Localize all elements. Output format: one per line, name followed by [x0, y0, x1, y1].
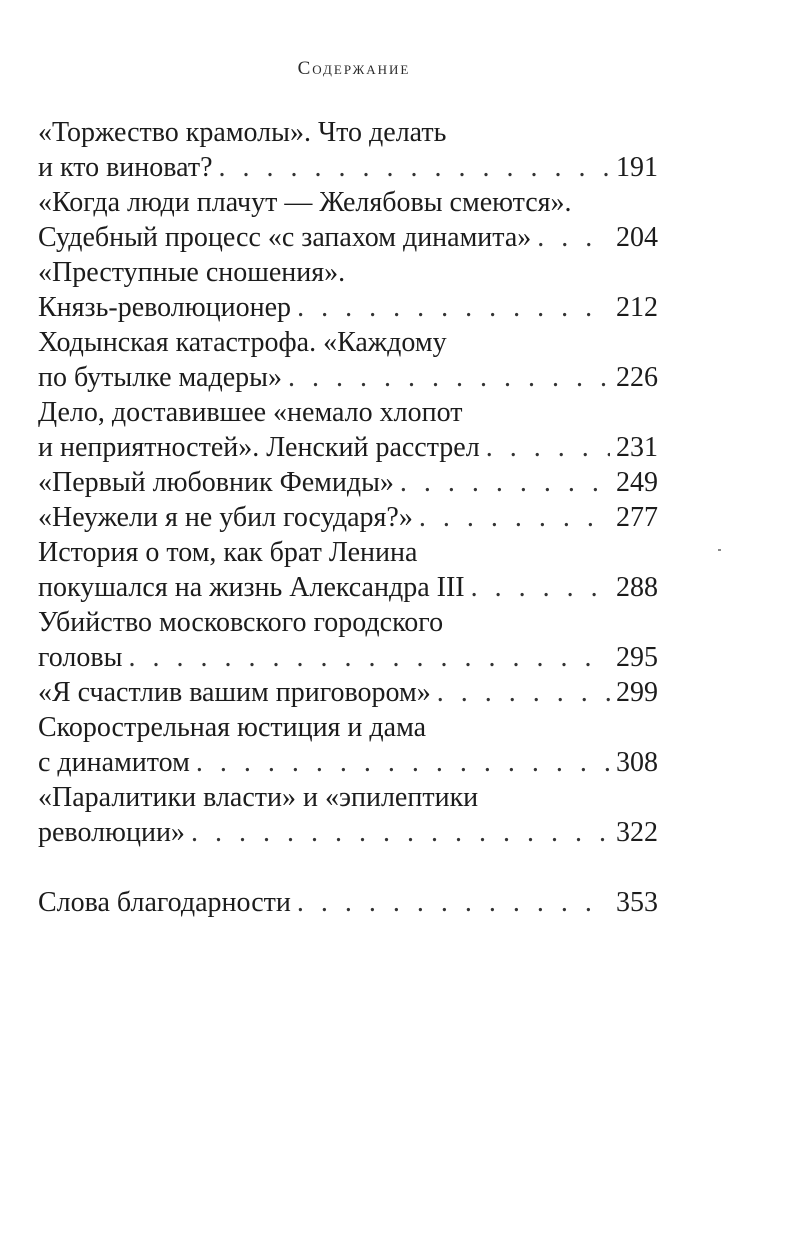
dot-leader — [297, 290, 610, 325]
dot-leader — [219, 150, 611, 185]
page-number: 295 — [616, 642, 658, 673]
page-number: 308 — [616, 747, 658, 778]
dot-leader — [191, 815, 610, 850]
entry-title-line: Убийство московского городского — [38, 607, 444, 638]
entry-last-line — [38, 570, 658, 605]
page-number: 299 — [616, 677, 658, 708]
toc-entry[interactable] — [38, 780, 658, 850]
toc-entry[interactable] — [38, 185, 658, 255]
entry-title-line: Скорострельная юстиция и дама — [38, 712, 427, 743]
toc-entry-acknowledgements[interactable] — [38, 885, 658, 920]
entry-title-line: «Когда люди плачут — Желябовы смеются». — [38, 187, 572, 218]
entry-title-tail: и кто виноват? — [38, 152, 213, 183]
dot-leader — [196, 745, 610, 780]
entry-last-line — [38, 815, 658, 850]
entry-title-line: Дело, доставившее «немало хлопот — [38, 397, 463, 428]
entry-title-tail: Князь-революционер — [38, 292, 292, 323]
toc-entry[interactable] — [38, 255, 658, 325]
contents-heading: Содержание — [297, 58, 411, 79]
toc-entry[interactable] — [38, 710, 658, 780]
toc-entry[interactable] — [38, 115, 658, 185]
entry-title-line: «Паралитики власти» и «эпилептики — [38, 782, 479, 813]
toc-entry[interactable] — [38, 500, 658, 535]
toc-entry[interactable] — [38, 325, 658, 395]
entry-last-line — [38, 885, 658, 920]
paper-speck — [718, 549, 721, 551]
dot-leader — [288, 360, 610, 395]
entry-title-tail: и неприятностей». Ленский расстрел — [38, 432, 480, 463]
page-number: 353 — [616, 887, 658, 918]
table-of-contents — [38, 115, 658, 920]
toc-entry[interactable] — [38, 675, 658, 710]
entry-last-line — [38, 465, 658, 500]
page-number: 231 — [616, 432, 658, 463]
entry-title-tail: с динамитом — [38, 747, 190, 778]
toc-entry[interactable] — [38, 395, 658, 465]
entry-last-line — [38, 675, 658, 710]
page-number: 191 — [616, 152, 658, 183]
entry-title-tail: Слова благодарности — [38, 887, 291, 918]
entry-last-line — [38, 220, 658, 255]
section-gap — [38, 850, 658, 885]
entry-title-tail: революции» — [38, 817, 185, 848]
entry-title-line: «Торжество крамолы». Что делать — [38, 117, 447, 148]
dot-leader — [419, 500, 610, 535]
page-number: 226 — [616, 362, 658, 393]
page-number: 288 — [616, 572, 658, 603]
entry-title-line: Ходынская катастрофа. «Каждому — [38, 327, 447, 358]
dot-leader — [128, 640, 610, 675]
entry-title-line: История о том, как брат Ленина — [38, 537, 418, 568]
entry-last-line — [38, 290, 658, 325]
dot-leader — [400, 465, 610, 500]
dot-leader — [437, 675, 610, 710]
entry-title-tail: покушался на жизнь Александра III — [38, 572, 465, 603]
entry-title-tail: «Первый любовник Фемиды» — [38, 467, 394, 498]
toc-entry[interactable] — [38, 535, 658, 605]
entry-last-line — [38, 150, 658, 185]
entry-last-line — [38, 430, 658, 465]
entry-last-line — [38, 360, 658, 395]
dot-leader — [486, 430, 610, 465]
page-number: 212 — [616, 292, 658, 323]
entry-title-tail: по бутылке мадеры» — [38, 362, 282, 393]
entry-title-line: «Преступные сношения». — [38, 257, 346, 288]
toc-entry[interactable] — [38, 605, 658, 675]
entry-last-line — [38, 500, 658, 535]
dot-leader — [537, 220, 610, 255]
page-number: 204 — [616, 222, 658, 253]
entry-last-line — [38, 640, 658, 675]
entry-title-tail: «Я счастлив вашим приговором» — [38, 677, 431, 708]
page-number: 249 — [616, 467, 658, 498]
entry-title-tail: «Неужели я не убил государя?» — [38, 502, 413, 533]
page-number: 322 — [616, 817, 658, 848]
entry-title-tail: головы — [38, 642, 123, 673]
page-number: 277 — [616, 502, 658, 533]
dot-leader — [471, 570, 610, 605]
toc-entry[interactable] — [38, 465, 658, 500]
entry-title-tail: Судебный процесс «с запахом динамита» — [38, 222, 532, 253]
entry-last-line — [38, 745, 658, 780]
dot-leader — [297, 885, 610, 920]
